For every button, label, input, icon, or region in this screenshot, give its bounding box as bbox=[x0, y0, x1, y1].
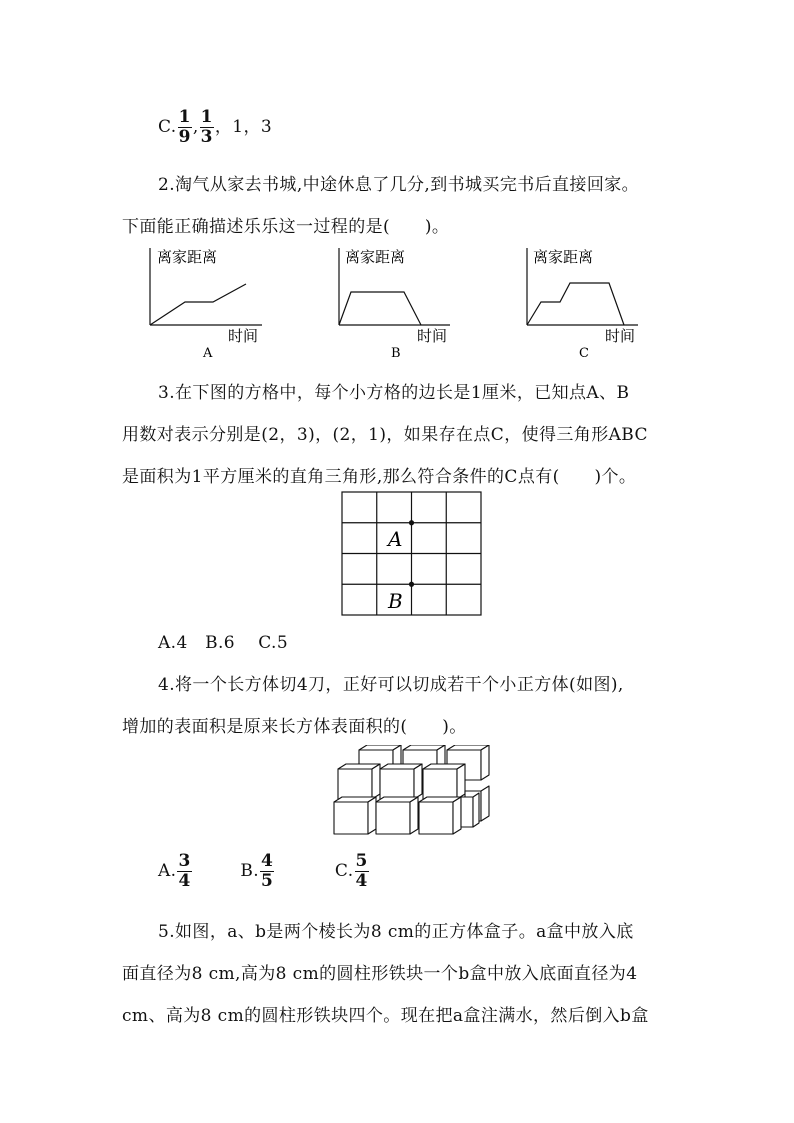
fraction-three-fourths: $\frac{3}{4}$ bbox=[178, 851, 191, 891]
q4-text-line2: 增加的表面积是原来长方体表面积的( )。 bbox=[122, 717, 467, 737]
q1-option-c: C. $\frac{1}{9}$ , $\frac{1}{3}$ ，1，3 bbox=[158, 107, 273, 147]
q4-text-line1: 4.将一个长方体切4刀，正好可以切成若干个小正方体(如图), bbox=[158, 675, 624, 695]
q3-text-line2: 用数对表示分别是(2，3)，(2，1)，如果存在点C，使得三角形ABC bbox=[122, 425, 648, 445]
cube-bottom-1 bbox=[334, 797, 376, 834]
q3-text-line3: 是面积为1平方厘米的直角三角形,那么符合条件的C点有( )个。 bbox=[122, 467, 637, 487]
cube-bottom-2 bbox=[376, 797, 418, 834]
point-b-dot bbox=[409, 582, 414, 587]
q2-graphs bbox=[0, 240, 794, 370]
cube-bottom-3 bbox=[419, 797, 461, 834]
q2-text-line1: 2.淘气从家去书城,中途休息了几分,到书城买完书后直接回家。 bbox=[158, 175, 640, 195]
q4-cubes-figure bbox=[331, 745, 493, 837]
graph-b-option: B bbox=[391, 346, 401, 361]
cube-top-3 bbox=[423, 764, 465, 799]
graph-b bbox=[339, 248, 450, 361]
graph-a bbox=[150, 248, 262, 361]
q3-grid bbox=[341, 491, 483, 617]
graph-a-option: A bbox=[203, 346, 213, 361]
fraction-one-ninth: $\frac{1}{9}$ bbox=[178, 107, 191, 147]
cube-bottom-4 bbox=[461, 793, 479, 827]
graph-a-line bbox=[150, 284, 246, 325]
q1-option-c-rest: ，1，3 bbox=[214, 117, 273, 137]
graph-b-xlabel: 时间 bbox=[417, 327, 448, 345]
q4-option-c: C. $\frac{5}{4}$ bbox=[334, 851, 368, 891]
graph-c-ylabel: 离家距离 bbox=[533, 248, 594, 266]
q4-options bbox=[158, 852, 370, 891]
point-b-label: B bbox=[388, 589, 403, 613]
cube-top-1 bbox=[338, 764, 380, 799]
q4-option-a: A. $\frac{3}{4}$ bbox=[158, 851, 191, 891]
graph-a-xlabel: 时间 bbox=[228, 327, 259, 345]
q5-text-line1: 5.如图，a、b是两个棱长为8 cm的正方体盒子。a盒中放入底 bbox=[158, 922, 634, 942]
q1-option-c-label: C. bbox=[158, 117, 177, 137]
q5-text-line2: 面直径为8 cm,高为8 cm的圆柱形铁块一个b盒中放入底面直径为4 bbox=[122, 964, 638, 984]
fraction-one-third: $\frac{1}{3}$ bbox=[200, 107, 213, 147]
graph-b-ylabel: 离家距离 bbox=[345, 248, 406, 266]
graph-c-xlabel: 时间 bbox=[605, 327, 636, 345]
fraction-five-fourths: $\frac{5}{4}$ bbox=[355, 851, 368, 891]
q3-text-line1: 3.在下图的方格中，每个小方格的边长是1厘米，已知点A、B bbox=[158, 383, 630, 403]
graph-a-ylabel: 离家距离 bbox=[157, 248, 218, 266]
fraction-four-fifths: $\frac{4}{5}$ bbox=[261, 851, 274, 891]
q2-text-line2: 下面能正确描述乐乐这一过程的是( )。 bbox=[122, 217, 450, 237]
point-a-dot bbox=[409, 520, 414, 525]
q5-text-line3: cm、高为8 cm的圆柱形铁块四个。现在把a盒注满水，然后倒入b盒 bbox=[122, 1006, 649, 1026]
graph-c bbox=[527, 248, 638, 361]
graph-c-line bbox=[527, 283, 624, 325]
graph-c-option: C bbox=[579, 346, 589, 361]
point-a-label: A bbox=[388, 527, 403, 551]
q4-option-b: B. $\frac{4}{5}$ bbox=[240, 851, 274, 891]
cube-top-2 bbox=[380, 764, 422, 799]
graph-b-line bbox=[339, 292, 421, 325]
q3-options: A.4 B.6 C.5 bbox=[158, 633, 289, 653]
